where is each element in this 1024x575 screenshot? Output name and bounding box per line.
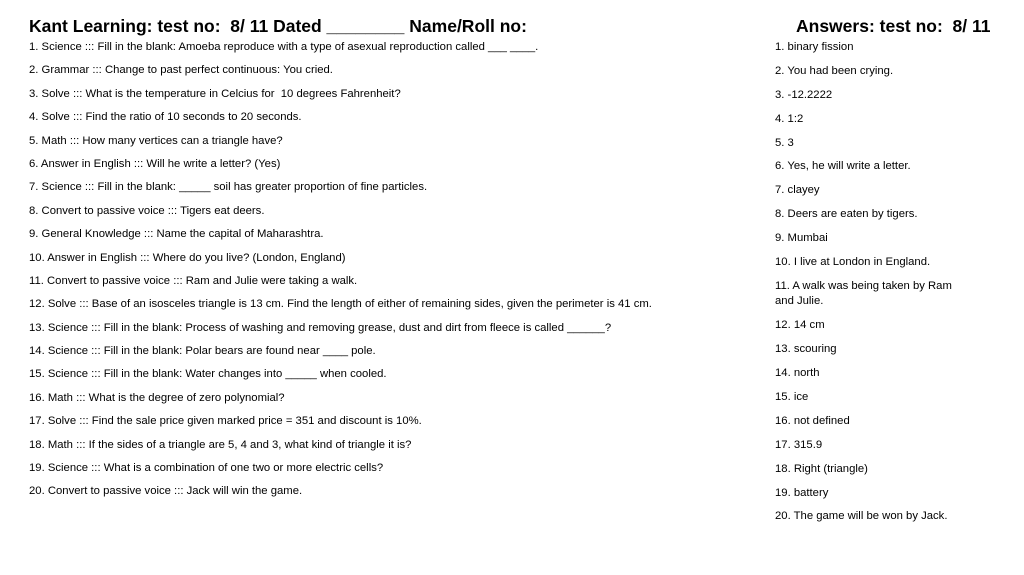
question-item: 1. Science ::: Fill in the blank: Amoeba reproduce with a type of asexual reproduction called ___ ____. [29, 41, 539, 53]
question-item: 11. Convert to passive voice ::: Ram and Julie were taking a walk. [29, 274, 358, 287]
answer-item: 13. scouring [775, 343, 837, 356]
question-item: 10. Answer in English ::: Where do you live? (London, England) [29, 251, 346, 264]
answer-item: 2. You had been crying. [775, 64, 894, 77]
answer-item: 17. 315.9 [775, 438, 823, 451]
answer-item: 3. -12.2222 [775, 88, 833, 101]
question-item: 15. Science ::: Fill in the blank: Water changes into _____ when cooled. [29, 368, 387, 381]
question-item: 19. Science ::: What is a combination of one two or more electric cells? [29, 462, 384, 475]
answer-item: 16. not defined [775, 414, 850, 427]
answer-item: 20. The game will be won by Jack. [775, 510, 948, 523]
answer-item: 18. Right (triangle) [775, 462, 868, 475]
question-item: 18. Math ::: If the sides of a triangle are 5, 4 and 3, what kind of triangle it is? [29, 438, 412, 451]
question-item: 12. Solve ::: Base of an isosceles triangle is 13 cm. Find the length of either of remaining sides, given the perimeter is 41 cm. [29, 298, 652, 311]
answer-item: 11. A walk was being taken by Ram and Julie. [775, 279, 956, 308]
question-item: 7. Science ::: Fill in the blank: _____ soil has greater proportion of fine particles. [29, 181, 428, 194]
question-item: 5. Math ::: How many vertices can a triangle have? [29, 134, 283, 147]
question-item: 6. Answer in English ::: Will he write a letter? (Yes) [29, 157, 281, 170]
answer-item: 12. 14 cm [775, 319, 825, 332]
question-item: 14. Science ::: Fill in the blank: Polar bears are found near ____ pole. [29, 345, 376, 358]
question-item: 17. Solve ::: Find the sale price given marked price = 351 and discount is 10%. [29, 415, 422, 428]
answer-item: 15. ice [775, 390, 809, 403]
answer-item: 9. Mumbai [775, 232, 828, 245]
question-item: 16. Math ::: What is the degree of zero polynomial? [29, 391, 285, 404]
answer-item: 6. Yes, he will write a letter. [775, 160, 911, 173]
answer-item: 4. 1:2 [775, 112, 804, 125]
answer-item: 14. north [775, 367, 820, 380]
answer-item: 8. Deers are eaten by tigers. [775, 208, 918, 221]
answers-title: Answers: test no: 8/ 11 [796, 16, 991, 36]
question-item: 8. Convert to passive voice ::: Tigers eat deers. [29, 204, 265, 217]
question-item: 13. Science ::: Fill in the blank: Process of washing and removing grease, dust and dirt from fleece is called ______? [29, 321, 612, 334]
answer-item: 1. binary fission [775, 41, 854, 53]
answer-item: 5. 3 [775, 136, 794, 149]
question-item: 3. Solve ::: What is the temperature in Celcius for 10 degrees Fahrenheit? [29, 87, 401, 100]
question-item: 4. Solve ::: Find the ratio of 10 seconds to 20 seconds. [29, 111, 302, 124]
answer-item: 7. clayey [775, 184, 820, 197]
question-item: 20. Convert to passive voice ::: Jack will win the game. [29, 485, 303, 498]
test-title: Kant Learning: test no: 8/ 11 Dated ________ Name/Roll no: [29, 16, 527, 36]
answer-list [775, 40, 965, 533]
answer-item: 19. battery [775, 486, 829, 499]
question-item: 9. General Knowledge ::: Name the capital of Maharashtra. [29, 228, 324, 241]
answer-item: 10. I live at London in England. [775, 256, 931, 269]
question-list [29, 40, 769, 508]
question-item: 2. Grammar ::: Change to past perfect continuous: You cried. [29, 64, 333, 77]
